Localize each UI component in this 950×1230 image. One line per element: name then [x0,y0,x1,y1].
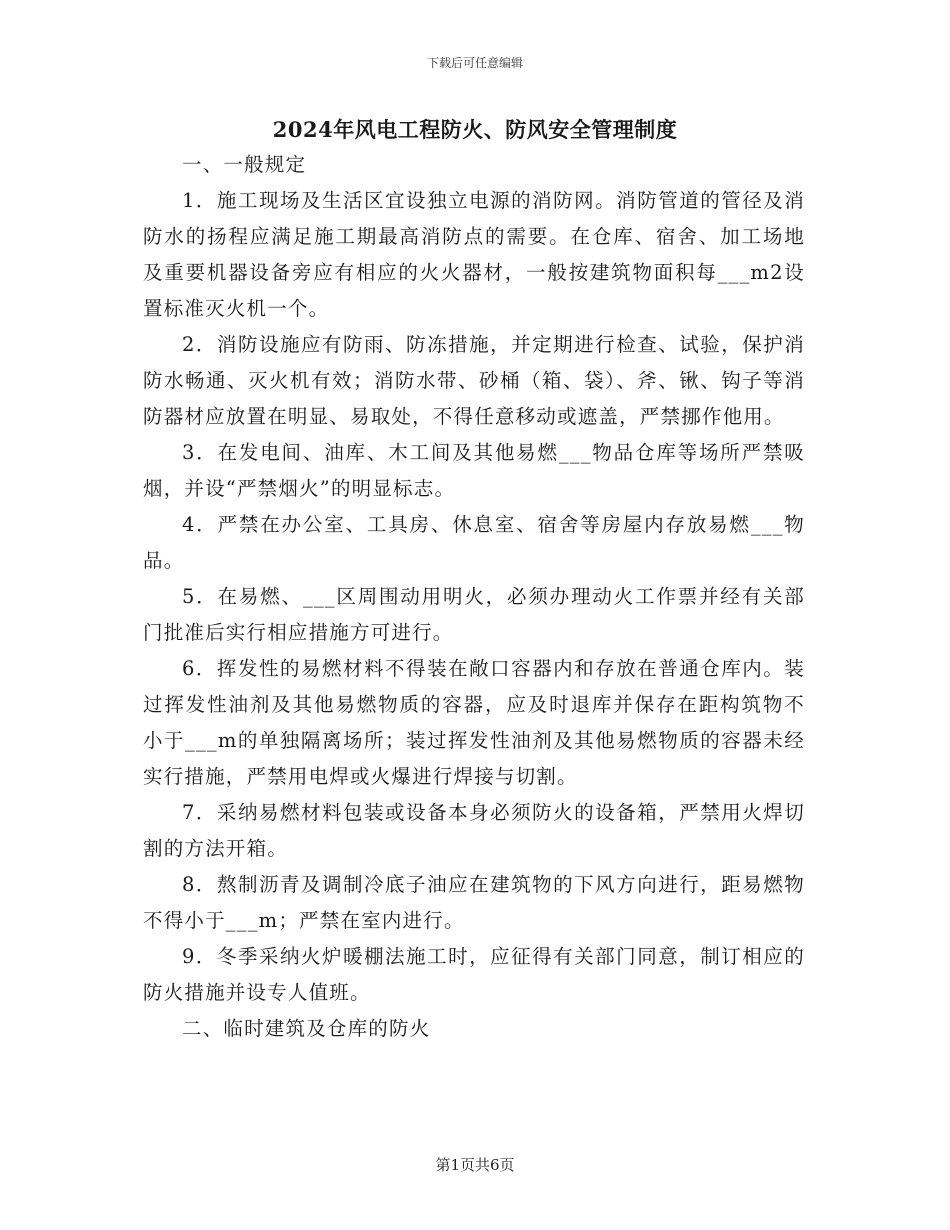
paragraph-item-7: 7．采纳易燃材料包装或设备本身必须防火的设备箱，严禁用火焊切割的方法开箱。 [143,801,805,860]
paragraph-item-3: 3．在发电间、油库、木工间及其他易燃___物品仓库等场所严禁吸烟，并设“严禁烟火”的明显标志。 [143,441,805,500]
section-heading-general: 一、一般规定 [182,153,307,176]
document-title: 2024年风电工程防火、防风安全管理制度 [272,117,678,142]
paragraph-item-5: 5．在易燃、___区周围动用明火，必须办理动火工作票并经有关部门批准后实行相应措施方可进行。 [143,585,805,644]
document-body [143,147,805,1047]
paragraph-item-1: 1．施工现场及生活区宜设独立电源的消防网。消防管道的管径及消防水的扬程应满足施工期最高消防点的需要。在仓库、宿舍、加工场地及重要机器设备旁应有相应的火火器材，一般按建筑物面积每___m2设置标准灭火机一个。 [143,189,805,320]
header-note: 下载后可任意编辑 [426,56,523,70]
section-heading-temporary-buildings: 二、临时建筑及仓库的防火 [182,1017,431,1040]
paragraph-item-2: 2．消防设施应有防雨、防冻措施，并定期进行检查、试验，保护消防水畅通、灭火机有效；消防水带、砂桶（箱、袋）、斧、锹、钩子等消防器材应放置在明显、易取处，不得任意移动或遮盖，严禁挪作他用。 [143,333,805,428]
paragraph-item-6: 6．挥发性的易燃材料不得装在敞口容器内和存放在普通仓库内。装过挥发性油剂及其他易燃物质的容器，应及时退库并保存在距构筑物不小于___m的单独隔离场所；装过挥发性油剂及其他易燃物质的容器未经实行措施，严禁用电焊或火爆进行焊接与切割。 [143,657,805,788]
paragraph-item-8: 8．熬制沥青及调制冷底子油应在建筑物的下风方向进行，距易燃物不得小于___m；严禁在室内进行。 [143,873,805,932]
paragraph-item-4: 4．严禁在办公室、工具房、休息室、宿舍等房屋内存放易燃___物品。 [143,513,805,572]
paragraph-item-9: 9．冬季采纳火炉暖棚法施工时，应征得有关部门同意，制订相应的防火措施并设专人值班。 [143,945,805,1004]
page-number: 第1页共6页 [435,1156,515,1174]
